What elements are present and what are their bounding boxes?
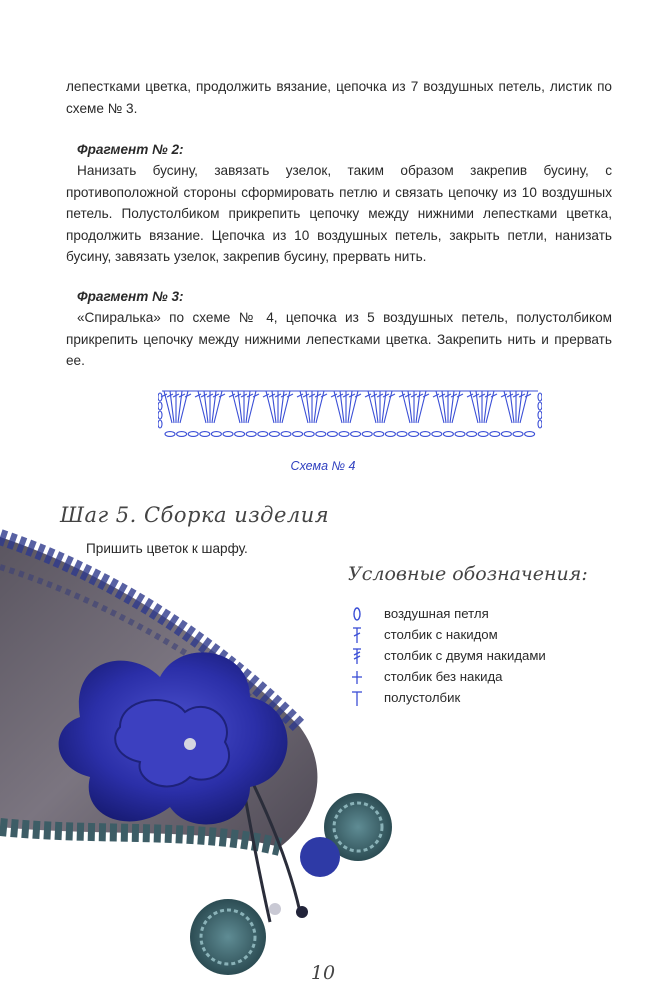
schema-chain-loop [258, 432, 268, 437]
fragment-3-text: «Спиралька» по схеме № 4, цепочка из 5 воздушных петель, полустолбиком прикрепить цепочку между нижними лепестками цветка. Закрепить нить и прервать ее. [66, 310, 612, 368]
schema-chain-loop [538, 411, 542, 419]
chain-stitch-icon [350, 605, 364, 623]
schema-chain-loop [467, 432, 477, 437]
fragment-2-title: Фрагмент № 2: [77, 142, 184, 157]
schema-stitch-tick [525, 394, 531, 397]
fragment-2-text: Нанизать бусину, завязать узелок, таким образом закрепив бусину, с противоположной стороны сформировать петлю и связать цепочку из 10 воздушных петель. Полустолбиком прикрепить цепочку между нижними лепестками цветка, продолжить вязание. Цепочка из 10 воздушных петель, закрыть петли, нанизать бусину, завязать узелок, закрепив бусину, прервать нить. [66, 163, 612, 264]
schema-stitch-tick [253, 394, 259, 397]
schema-chain-loop [235, 432, 245, 437]
treble-crochet-icon [350, 647, 364, 665]
schema-stitch-tick [457, 394, 463, 397]
schema-chain-loop [188, 432, 198, 437]
schema-chain-loop [316, 432, 326, 437]
schema-chain-loop [269, 432, 279, 437]
schema-stitch-tick [331, 394, 337, 397]
step-5-text: Пришить цветок к шарфу. [86, 541, 248, 556]
legend-item [350, 624, 546, 645]
legend-item-label: полустолбик [384, 690, 461, 705]
schema-chain-loop [397, 432, 407, 437]
step-5-title: Шаг 5. Сборка изделия [60, 503, 330, 527]
schema-chain-loop [281, 432, 291, 437]
schema-chain-loop [158, 402, 162, 410]
schema-stitch-tick [185, 394, 191, 397]
schema-chain-loop [478, 432, 488, 437]
page-number: 10 [310, 962, 336, 984]
intro-text: лепестками цветка, продолжить вязание, цепочка из 7 воздушных петель, листик по схеме № 3. [66, 79, 612, 116]
schema-chain-loop [304, 432, 314, 437]
schema-stitch-tick [501, 394, 507, 397]
schema-stitch-tick [389, 394, 395, 397]
schema-stitch-tick [491, 394, 497, 397]
schema-stitch-tick [219, 394, 225, 397]
schema-chain-loop [513, 432, 523, 437]
schema-chain-loop [525, 432, 535, 437]
schema-chain-loop [327, 432, 337, 437]
schema-stitch-tick [355, 394, 361, 397]
schema-chain-loop [177, 432, 187, 437]
legend-item [350, 603, 546, 624]
single-crochet-icon [350, 668, 364, 686]
schema-chain-loop [455, 432, 465, 437]
schema-chain-loop [293, 432, 303, 437]
legend-item [350, 666, 546, 687]
intro-paragraph [66, 76, 612, 119]
schema-chain-loop [158, 411, 162, 419]
schema-chain-loop [538, 393, 542, 401]
schema-stitch-tick [399, 394, 405, 397]
legend-item-label: воздушная петля [384, 606, 489, 621]
legend-title: Условные обозначения: [348, 563, 588, 585]
fragment-2-paragraph [66, 160, 612, 268]
legend-list [350, 603, 546, 708]
schema-stitch-tick [263, 394, 269, 397]
schema-caption: Схема № 4 [290, 459, 356, 473]
double-crochet-icon [350, 626, 364, 644]
schema-chain-loop [223, 432, 233, 437]
fragment-3-title: Фрагмент № 3: [77, 289, 184, 304]
schema-chain-loop [538, 402, 542, 410]
schema-chain-loop [409, 432, 419, 437]
schema-chain-loop [420, 432, 430, 437]
schema-chain-loop [246, 432, 256, 437]
slip-stitch-icon [350, 689, 364, 707]
schema-stitch-tick [423, 394, 429, 397]
schema-chain-loop [200, 432, 210, 437]
scarf-flower-photo [0, 527, 420, 977]
schema-chain-loop [351, 432, 361, 437]
schema-chain-loop [385, 432, 395, 437]
schema-chain-loop [501, 432, 511, 437]
schema-stitch-tick [433, 394, 439, 397]
legend-item [350, 645, 546, 666]
schema-chain-loop [490, 432, 500, 437]
schema-chain-loop [538, 420, 542, 428]
schema-stitch-tick [287, 394, 293, 397]
schema-chain-loop [158, 420, 162, 428]
crochet-schema-diagram [158, 383, 542, 441]
schema-chain-loop [362, 432, 372, 437]
schema-chain-loop [443, 432, 453, 437]
legend-item-label: столбик с двумя накидами [384, 648, 546, 663]
schema-chain-loop [374, 432, 384, 437]
schema-chain-loop [165, 432, 175, 437]
schema-stitch-tick [321, 394, 327, 397]
legend-item-label: столбик без накида [384, 669, 503, 684]
schema-chain-loop [339, 432, 349, 437]
legend-item-label: столбик с накидом [384, 627, 498, 642]
schema-chain-loop [211, 432, 221, 437]
schema-chain-loop [432, 432, 442, 437]
schema-stitch-tick [297, 394, 303, 397]
schema-stitch-tick [195, 394, 201, 397]
legend-item [350, 687, 546, 708]
schema-stitch-tick [365, 394, 371, 397]
schema-stitch-tick [229, 394, 235, 397]
schema-stitch-tick [467, 394, 473, 397]
fragment-3-paragraph [66, 307, 612, 372]
